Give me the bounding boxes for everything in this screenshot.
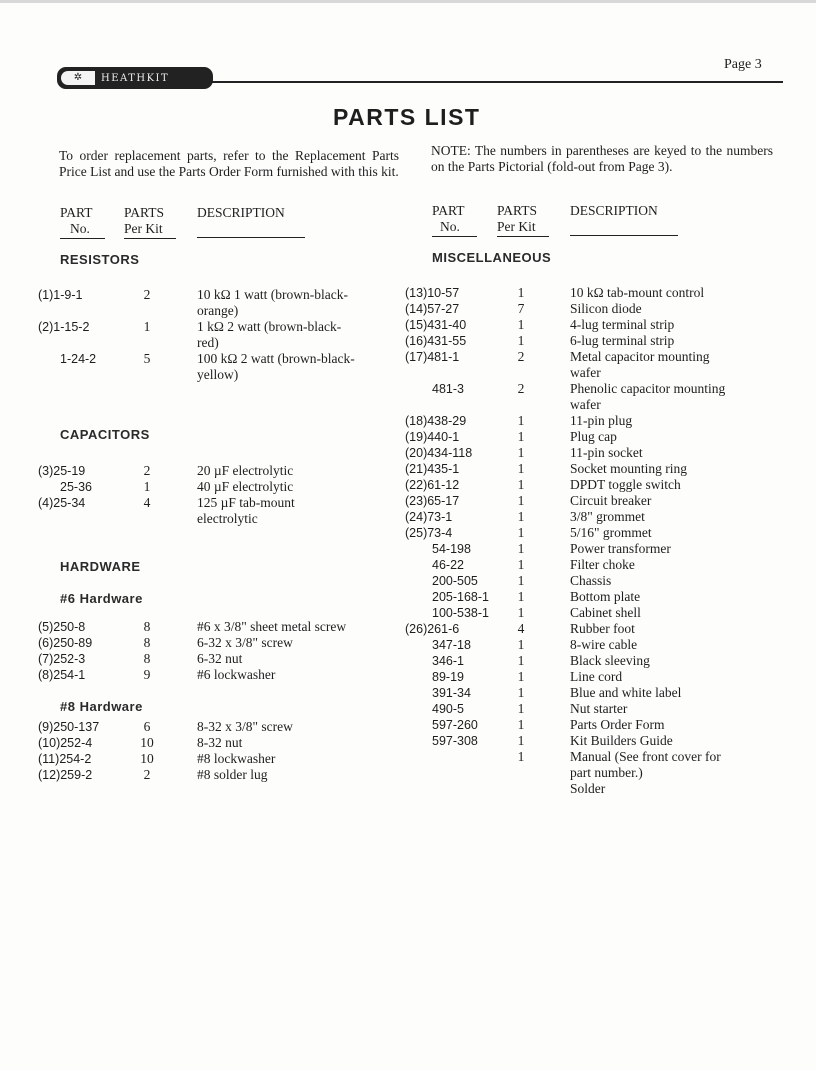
description: Blue and white label: [570, 685, 682, 700]
part-number: 46-22: [432, 558, 464, 572]
part-number: 254-1: [53, 668, 86, 682]
description: 6-32 nut: [197, 651, 243, 666]
part-number: 89-19: [432, 670, 464, 684]
quantity: 1: [517, 589, 525, 604]
col-part-sub: No.: [70, 221, 90, 236]
description: Silicon diode: [570, 301, 642, 316]
quantity: 8: [143, 651, 151, 666]
quantity: 1: [517, 717, 525, 732]
col-qty-header: PARTS: [124, 205, 164, 220]
description: Plug cap: [570, 429, 617, 444]
col-desc-header-right: DESCRIPTION: [570, 203, 658, 218]
part-number: 259-2: [60, 768, 93, 782]
section-hardware: HARDWARE: [60, 559, 141, 574]
underline: [197, 237, 305, 238]
part-number: 10-57: [427, 286, 460, 300]
description: Black sleeving: [570, 653, 650, 668]
description: Socket mounting ring: [570, 461, 687, 476]
quantity: 1: [517, 637, 525, 652]
description: #8 solder lug: [197, 767, 268, 782]
header-rule: [209, 81, 783, 83]
part-number: 490-5: [432, 702, 464, 716]
description-continued: orange): [197, 303, 239, 318]
description: Nut starter: [570, 701, 628, 716]
part-number: 431-55: [427, 334, 467, 348]
description: Kit Builders Guide: [570, 733, 673, 748]
quantity: 9: [143, 667, 151, 682]
description: 100 kΩ 2 watt (brown-black-: [197, 351, 355, 366]
quantity: 1: [517, 413, 525, 428]
description: Cabinet shell: [570, 605, 641, 620]
part-number: 346-1: [432, 654, 464, 668]
description: Line cord: [570, 669, 623, 684]
col-qty-header-right: PARTS: [497, 203, 537, 218]
part-number: 597-260: [432, 718, 478, 732]
part-number: 261-6: [427, 622, 460, 636]
description: Manual (See front cover for: [570, 749, 721, 764]
quantity: 2: [517, 349, 525, 364]
pictorial-key: (22): [405, 478, 428, 492]
pictorial-key: (8): [38, 668, 54, 682]
page-number: Page 3: [724, 57, 762, 72]
quantity: 1: [517, 461, 525, 476]
scan-edge: [0, 0, 816, 3]
pictorial-key: (2): [38, 320, 54, 334]
quantity: 8: [143, 619, 151, 634]
description: Parts Order Form: [570, 717, 665, 732]
description-continued: part number.): [570, 765, 643, 780]
description: 40 µF electrolytic: [197, 479, 294, 494]
quantity: 1: [517, 445, 525, 460]
pictorial-key: (7): [38, 652, 54, 666]
pictorial-key: (21): [405, 462, 428, 476]
description-continued: Solder: [570, 781, 606, 796]
pictorial-key: (9): [38, 720, 54, 734]
description-continued: red): [197, 335, 219, 350]
part-number: 440-1: [427, 430, 460, 444]
section-capacitors: CAPACITORS: [60, 427, 150, 442]
pictorial-key: (14): [405, 302, 428, 316]
quantity: 4: [517, 621, 525, 636]
pictorial-key: (24): [405, 510, 428, 524]
col-part-header-right: PART: [432, 203, 465, 218]
quantity: 1: [517, 701, 525, 716]
description: 3/8" grommet: [570, 509, 645, 524]
col-part-sub-right: No.: [440, 219, 460, 234]
pictorial-key: (19): [405, 430, 428, 444]
quantity: 1: [517, 749, 525, 764]
description: Circuit breaker: [570, 493, 652, 508]
section-hw6: #6 Hardware: [60, 591, 143, 606]
description: 4-lug terminal strip: [570, 317, 675, 332]
pictorial-key: (6): [38, 636, 54, 650]
quantity: 1: [517, 605, 525, 620]
col-qty-sub: Per Kit: [124, 221, 163, 236]
part-number: 481-3: [432, 382, 464, 396]
description: 20 µF electrolytic: [197, 463, 294, 478]
quantity: 1: [517, 333, 525, 348]
col-part-header: PART: [60, 205, 93, 220]
quantity: 2: [143, 463, 151, 478]
pictorial-key: (23): [405, 494, 428, 508]
description: 6-32 x 3/8" screw: [197, 635, 293, 650]
description: #6 x 3/8" sheet metal screw: [197, 619, 347, 634]
note-text: NOTE: The numbers in parentheses are keyed to the numbers on the Parts Pictorial (fold-out from Page 3).: [431, 143, 773, 174]
heathkit-logo: [57, 67, 213, 89]
part-number: 65-17: [427, 494, 460, 508]
part-number: 61-12: [427, 478, 460, 492]
section-hw8: #8 Hardware: [60, 699, 143, 714]
section-miscellaneous: MISCELLANEOUS: [432, 250, 552, 265]
section-resistors: RESISTORS: [60, 252, 140, 267]
description: 5/16" grommet: [570, 525, 652, 540]
part-number: 25-36: [60, 480, 92, 494]
description: 8-wire cable: [570, 637, 638, 652]
quantity: 1: [517, 493, 525, 508]
col-qty-sub-right: Per Kit: [497, 219, 536, 234]
part-number: 25-19: [53, 464, 86, 478]
description: 1 kΩ 2 watt (brown-black-: [197, 319, 342, 334]
description: Filter choke: [570, 557, 635, 572]
description: Power transformer: [570, 541, 671, 556]
description: Metal capacitor mounting: [570, 349, 710, 364]
pictorial-key: (15): [405, 318, 428, 332]
quantity: 1: [143, 479, 151, 494]
underline: [60, 238, 105, 239]
quantity: 1: [517, 525, 525, 540]
quantity: 6: [143, 719, 151, 734]
part-number: 250-137: [53, 720, 100, 734]
pictorial-key: (20): [405, 446, 428, 460]
underline: [124, 238, 176, 239]
part-number: 347-18: [432, 638, 471, 652]
part-number: 1-24-2: [60, 352, 97, 366]
quantity: 4: [143, 495, 151, 510]
part-number: 1-9-1: [53, 288, 83, 302]
part-number: 252-3: [53, 652, 86, 666]
quantity: 1: [517, 509, 525, 524]
part-number: 1-15-2: [53, 320, 90, 334]
col-desc-header: DESCRIPTION: [197, 205, 285, 220]
part-number: 438-29: [427, 414, 467, 428]
description: Chassis: [570, 573, 612, 588]
description: 10 kΩ 1 watt (brown-black-: [197, 287, 348, 302]
part-number: 481-1: [427, 350, 460, 364]
pictorial-key: (16): [405, 334, 428, 348]
part-number: 73-1: [427, 510, 453, 524]
underline: [497, 236, 549, 237]
pictorial-key: (26): [405, 622, 428, 636]
quantity: 1: [517, 653, 525, 668]
part-number: 200-505: [432, 574, 478, 588]
quantity: 1: [517, 669, 525, 684]
description: Phenolic capacitor mounting: [570, 381, 726, 396]
description: #6 lockwasher: [197, 667, 276, 682]
description-continued: wafer: [570, 397, 601, 412]
description: 11-pin plug: [570, 413, 633, 428]
quantity: 1: [517, 685, 525, 700]
part-number: 25-34: [53, 496, 86, 510]
part-number: 252-4: [60, 736, 93, 750]
description: 8-32 x 3/8" screw: [197, 719, 293, 734]
quantity: 1: [517, 573, 525, 588]
part-number: 391-34: [432, 686, 471, 700]
quantity: 2: [517, 381, 525, 396]
quantity: 1: [517, 285, 525, 300]
description: 10 kΩ tab-mount control: [570, 285, 705, 300]
pictorial-key: (12): [38, 768, 61, 782]
quantity: 2: [143, 767, 151, 782]
pictorial-key: (3): [38, 464, 54, 478]
part-number: 54-198: [432, 542, 471, 556]
description: 125 µF tab-mount: [197, 495, 295, 510]
description-continued: wafer: [570, 365, 601, 380]
pictorial-key: (25): [405, 526, 428, 540]
pictorial-key: (18): [405, 414, 428, 428]
quantity: 1: [517, 429, 525, 444]
quantity: 10: [140, 751, 154, 766]
quantity: 5: [143, 351, 151, 366]
part-number: 250-8: [53, 620, 86, 634]
description: 8-32 nut: [197, 735, 243, 750]
quantity: 1: [517, 317, 525, 332]
logo-emblem-icon: ✲: [61, 71, 95, 85]
quantity: 2: [143, 287, 151, 302]
pictorial-key: (4): [38, 496, 54, 510]
pictorial-key: (5): [38, 620, 54, 634]
description: #8 lockwasher: [197, 751, 276, 766]
quantity: 1: [517, 541, 525, 556]
underline: [432, 236, 477, 237]
pictorial-key: (13): [405, 286, 428, 300]
part-number: 435-1: [427, 462, 460, 476]
part-number: 57-27: [427, 302, 460, 316]
part-number: 100-538-1: [432, 606, 489, 620]
description: Rubber foot: [570, 621, 635, 636]
pictorial-key: (1): [38, 288, 54, 302]
quantity: 7: [517, 301, 525, 316]
quantity: 10: [140, 735, 154, 750]
part-number: 434-118: [427, 446, 473, 460]
description: 11-pin socket: [570, 445, 643, 460]
pictorial-key: (10): [38, 736, 61, 750]
part-number: 597-308: [432, 734, 478, 748]
description-continued: yellow): [197, 367, 239, 382]
intro-text: To order replacement parts, refer to the Replacement Parts Price List and use the Parts Order Form furnished with this kit.: [59, 148, 399, 179]
quantity: 1: [517, 477, 525, 492]
logo-text: HEATHKIT: [101, 72, 170, 84]
part-number: 250-89: [53, 636, 93, 650]
quantity: 8: [143, 635, 151, 650]
page-title: PARTS LIST: [333, 104, 481, 130]
part-number: 254-2: [59, 752, 92, 766]
pictorial-key: (17): [405, 350, 428, 364]
underline: [570, 235, 678, 236]
description-continued: electrolytic: [197, 511, 258, 526]
pictorial-key: (11): [38, 752, 60, 766]
description: DPDT toggle switch: [570, 477, 681, 492]
description: Bottom plate: [570, 589, 641, 604]
quantity: 1: [517, 733, 525, 748]
part-number: 431-40: [427, 318, 467, 332]
description: 6-lug terminal strip: [570, 333, 675, 348]
quantity: 1: [143, 319, 151, 334]
quantity: 1: [517, 557, 525, 572]
part-number: 73-4: [427, 526, 453, 540]
part-number: 205-168-1: [432, 590, 489, 604]
